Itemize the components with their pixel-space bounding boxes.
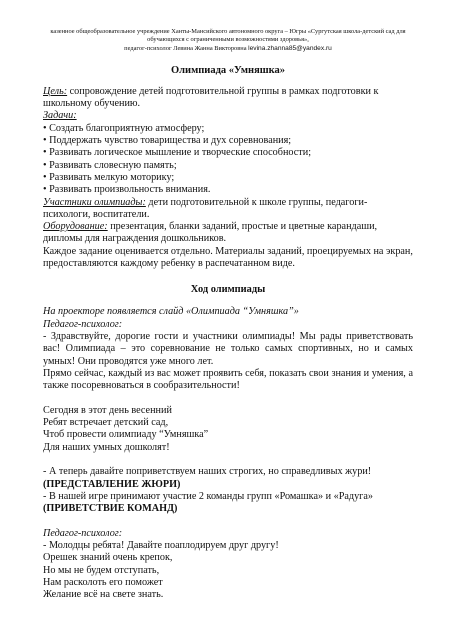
- header-email: levina.zhanna85@yandex.ru: [248, 44, 332, 52]
- document-header: [35, 28, 421, 53]
- poem-line: Чтоб провести олимпиаду “Умняшка”: [43, 429, 209, 441]
- header-line-1: казенное общеобразовательное учреждение Ханты-Мансийского автономного округа – Югры «Сургутская школа-детский сад для: [50, 28, 406, 35]
- section-title: Ход олимпиады: [190, 284, 266, 296]
- task-item: • Развивать произвольность внимания.: [43, 184, 211, 196]
- slide-direction: На проекторе появляется слайд «Олимпиада “Умняшка”»: [43, 306, 299, 318]
- header-author: педагог-психолог Левина Жанна Викторовна: [124, 44, 247, 52]
- tasks-label: Задачи:: [43, 110, 77, 122]
- equipment-text: презентация, бланки заданий, простые и цветные карандаши, дипломы для награждения дошкольников.: [43, 221, 378, 245]
- today-paragraph: Прямо сейчас, каждый из вас может проявить себя, показать свои знания и умения, а также посоревноваться в сообразительности!: [43, 367, 413, 392]
- participants-label: Участники олимпиады:: [43, 196, 146, 208]
- teams-caps: (ПРИВЕТСТВИЕ КОМАНД): [43, 503, 178, 515]
- equipment-label: Оборудование:: [43, 221, 108, 233]
- poem-line: Орешек знаний очень крепок,: [43, 552, 173, 564]
- equipment-paragraph: [43, 221, 413, 246]
- poem-line: Желание всё на свете знать.: [43, 589, 164, 601]
- goal-label: Цель:: [43, 85, 68, 97]
- document-title: Олимпиада «Умняшка»: [170, 64, 286, 76]
- blank-line: [43, 454, 413, 466]
- poem-line: Для наших умных дошколят!: [43, 441, 170, 453]
- poem-line: Ребят встречает детский сад,: [43, 417, 169, 429]
- note-paragraph: Каждое задание оценивается отдельно. Материалы заданий, проецируемых на экран, предоставляются каждому ребенку в распечатанном виде.: [43, 245, 413, 270]
- poem-line: - Молодцы ребята! Давайте поаплодируем друг другу!: [43, 539, 279, 551]
- task-item: • Создать благоприятную атмосферу;: [43, 122, 205, 134]
- poem-line: Но мы не будем отступать,: [43, 564, 160, 576]
- jury-caps: (ПРЕДСТАВЛЕНИЕ ЖЮРИ): [43, 478, 181, 490]
- speaker-label: Педагог-психолог:: [43, 318, 123, 330]
- speaker-label: Педагог-психолог:: [43, 527, 123, 539]
- blank-line: [43, 392, 413, 404]
- greeting-paragraph: - Здравствуйте, дорогие гости и участники олимпиады! Мы рады приветствовать вас! Олимпиада – это соревнование не только самых спортивных, но и самых умных! Они проводятся уже много лет.: [43, 330, 413, 367]
- blank-line: [43, 515, 413, 527]
- poem-line: Сегодня в этот день весенний: [43, 404, 172, 416]
- jury-line: - А теперь давайте поприветствуем наших строгих, но справедливых жури!: [43, 466, 372, 478]
- poem-line: Нам расколоть его поможет: [43, 576, 163, 588]
- header-line-2: обучающихся с ограниченными возможностями здоровья»,: [147, 36, 309, 44]
- goal-text: сопровождение детей подготовительной группы в рамках подготовки к школьному обучению.: [43, 85, 379, 110]
- teams-line: - В нашей игре принимают участие 2 команды групп «Ромашка» и «Радуга»: [43, 490, 373, 502]
- task-item: • Развивать логическое мышление и творческие способности;: [43, 147, 312, 159]
- header-line-3: [35, 45, 421, 53]
- participants-text: дети подготовительной к школе группы, педагоги-психологи, воспитатели.: [43, 196, 368, 220]
- participants-paragraph: [43, 197, 413, 222]
- goal-paragraph: [43, 86, 413, 111]
- task-item: • Развивать мелкую моторику;: [43, 171, 175, 183]
- task-item: • Развивать словесную память;: [43, 159, 177, 171]
- task-item: • Поддержать чувство товарищества и дух соревнования;: [43, 135, 292, 147]
